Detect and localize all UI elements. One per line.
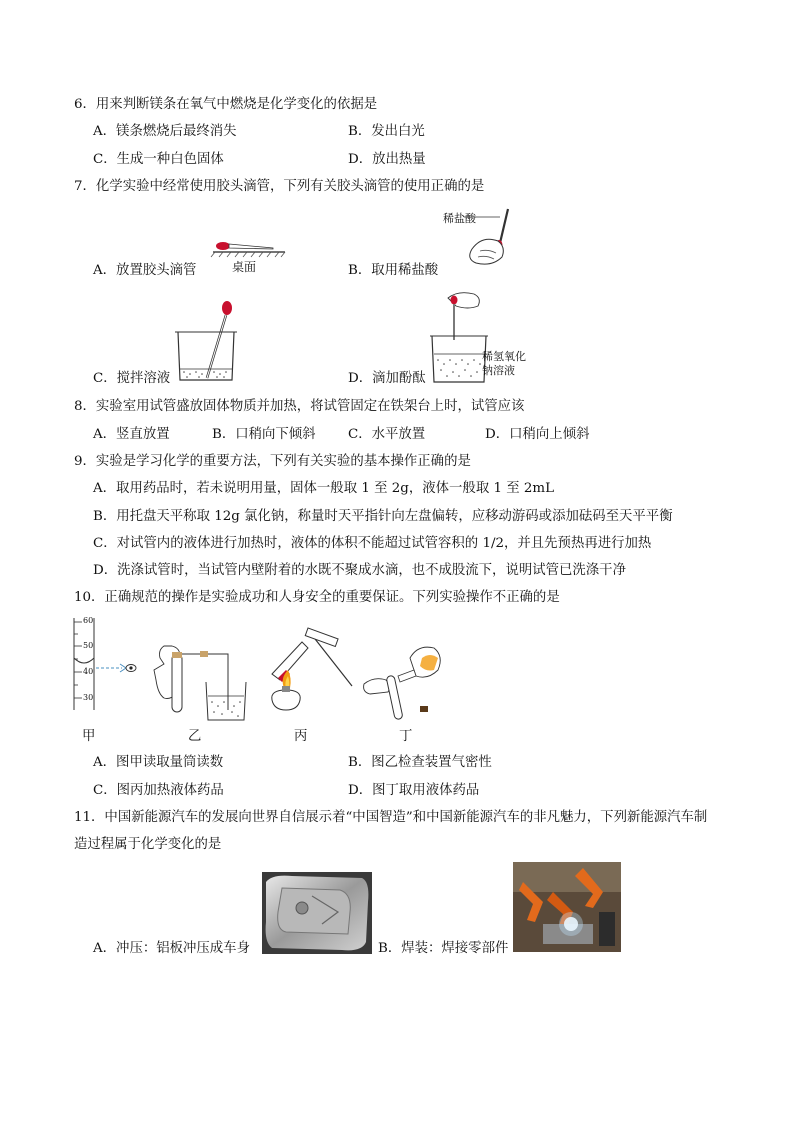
q10-option-d: D．图丁取用液体药品	[348, 783, 480, 798]
q7-beaker-stir-figure	[172, 298, 242, 384]
q10-option-a: A．图甲读取量筒读数	[93, 755, 224, 770]
q9-stem: 9．实验是学习化学的重要方法，下列有关实验的基本操作正确的是	[74, 454, 471, 469]
q6-option-c: C．生成一种白色固体	[93, 152, 224, 167]
q10-label-yi: 乙	[188, 729, 202, 744]
q10-taking-liquid-figure	[358, 636, 453, 722]
q6-option-d: D．放出热量	[348, 152, 426, 167]
q10-cylinder-reading-figure	[68, 614, 148, 714]
q10-tick-30: 30	[83, 693, 94, 702]
q11-option-a: A．冲压：铝板冲压成车身	[93, 941, 250, 956]
q9-option-d: D．洗涤试管时，当试管内壁附着的水既不聚成水滴，也不成股流下，说明试管已洗涤干净	[93, 563, 626, 578]
q11-option-b: B．焊装：焊接零部件	[378, 941, 509, 956]
q10-stem: 10．正确规范的操作是实验成功和人身安全的重要保证。下列实验操作不正确的是	[74, 590, 560, 605]
q7-a-label-table: 桌面	[232, 260, 257, 274]
q10-option-b: B．图乙检查装置气密性	[348, 755, 492, 770]
q10-tick-50: 50	[83, 641, 94, 650]
q8-option-c: C．水平放置	[348, 427, 426, 442]
q7-stem: 7．化学实验中经常使用胶头滴管，下列有关胶头滴管的使用正确的是	[74, 179, 485, 194]
q7-hand-dropper-figure	[462, 205, 522, 270]
q8-option-b: B．口稍向下倾斜	[212, 427, 316, 442]
q11-stem-line1: 11．中国新能源汽车的发展向世界自信展示着“中国智造”和中国新能源汽车的非凡魅力，下列新能源汽车制	[74, 810, 708, 825]
q9-option-a: A．取用药品时，若未说明用量，固体一般取 1 至 2g，液体一般取 1 至 2mL	[93, 481, 554, 496]
q8-option-a: A．竖直放置	[93, 427, 170, 442]
q7-option-b: B．取用稀盐酸	[348, 263, 439, 278]
q6-stem: 6．用来判断镁条在氧气中燃烧是化学变化的依据是	[74, 97, 378, 112]
q10-airtightness-figure	[150, 640, 250, 722]
q7-option-c: C．搅拌溶液	[93, 371, 171, 386]
q10-label-bing: 丙	[294, 729, 308, 744]
q11-stem-line2: 造过程属于化学变化的是	[74, 837, 222, 852]
q10-label-ding: 丁	[399, 729, 413, 744]
q7-b-label-hcl: 稀盐酸	[443, 212, 476, 225]
q8-stem: 8．实验室用试管盛放固体物质并加热，将试管固定在铁架台上时，试管应该	[74, 399, 525, 414]
q7-option-a: A．放置胶头滴管	[93, 263, 197, 278]
q7-d-label-naoh-2: 钠溶液	[482, 364, 515, 377]
q6-option-a: A．镁条燃烧后最终消失	[93, 124, 237, 139]
q10-heating-liquid-figure	[262, 622, 357, 722]
q9-option-b: B．用托盘天平称取 12g 氯化钠，称量时天平指针向左盘偏转，应移动游码或添加砝码至天平平衡	[93, 509, 673, 524]
q7-d-label-naoh-1: 稀氢氧化	[482, 350, 526, 363]
q10-tick-60: 60	[83, 616, 94, 625]
q10-option-c: C．图丙加热液体药品	[93, 783, 224, 798]
q7-option-d: D．滴加酚酞	[348, 371, 426, 386]
q9-option-c: C．对试管内的液体进行加热时，液体的体积不能超过试管容积的 1/2，并且先预热再进行加热	[93, 536, 652, 551]
q10-label-jia: 甲	[82, 729, 96, 744]
q6-option-b: B．发出白光	[348, 124, 425, 139]
q7-beaker-dropping-figure	[428, 288, 490, 384]
q11-stamped-car-body-photo	[262, 872, 372, 954]
q11-welding-robot-photo	[513, 862, 621, 952]
q10-tick-40: 40	[83, 667, 94, 676]
q8-option-d: D．口稍向上倾斜	[485, 427, 590, 442]
